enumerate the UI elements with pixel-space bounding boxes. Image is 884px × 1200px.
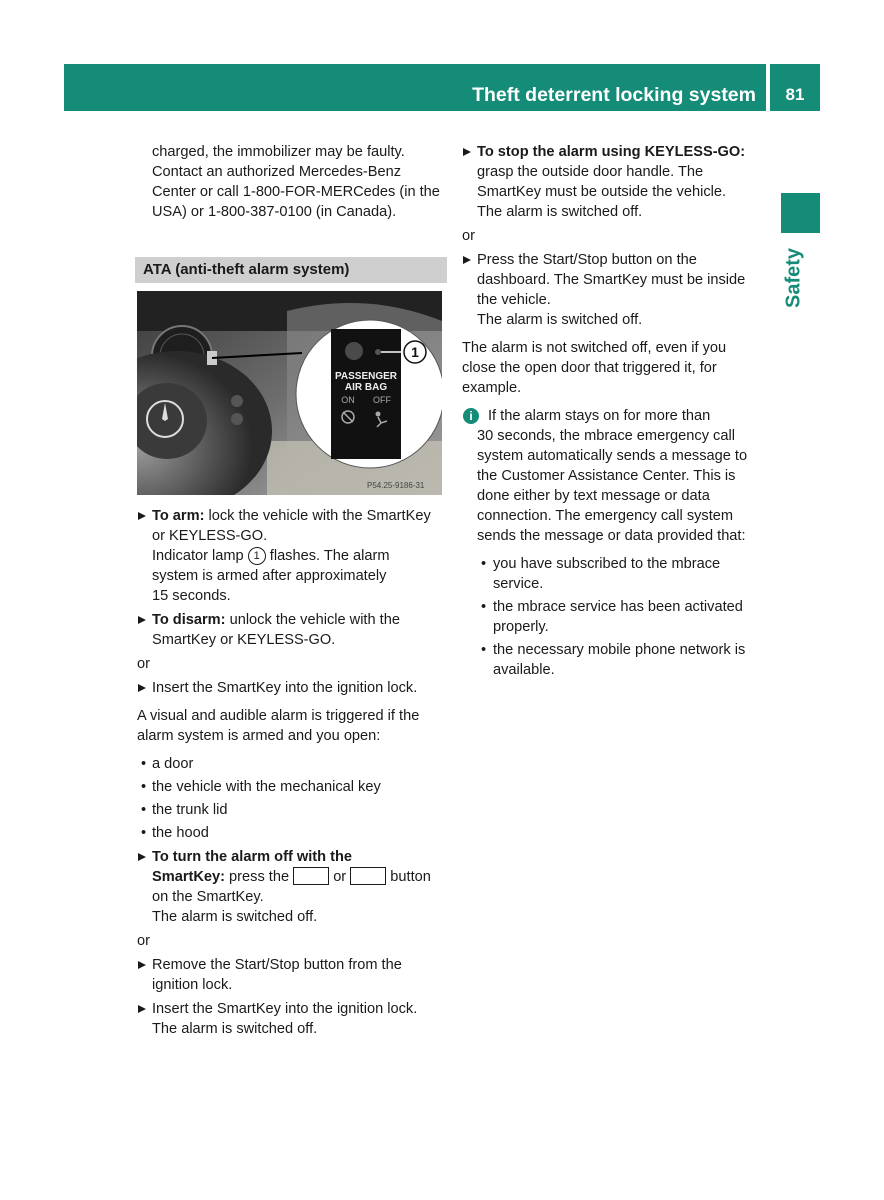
info-icon: i [463,408,479,424]
airbag-off-icon [376,412,381,417]
disarm-text: SmartKey or KEYLESS-GO. [152,632,336,648]
info-text: If the alarm stays on for more than [488,408,711,424]
or-text: or [137,656,150,672]
alarm-text: A visual and audible alarm is triggered if the [137,708,420,724]
header-bar [64,64,766,111]
info-text: 30 seconds, the mbrace emergency call [477,428,735,444]
step-arrow-icon [463,256,471,264]
press-text: dashboard. The SmartKey must be inside [477,272,746,288]
step-arrow-icon [138,616,146,624]
keyless-text: The alarm is switched off. [477,204,643,220]
step-insert [137,678,445,698]
list-item: • the hood [141,825,209,841]
side-tab [780,240,808,315]
side-tab-label: Safety [782,247,805,308]
indicator-text: flashes. The alarm [265,548,390,564]
list-item: • you have subscribed to the mbrace service. [481,556,721,592]
list-item: • the mbrace service has been activated properly. [481,599,743,635]
step-remove [137,955,445,995]
step-arrow-icon [138,684,146,692]
remove-text: ignition lock. [152,977,233,993]
armed-text: 15 seconds. [152,588,231,604]
intro-line: USA) or 1-800-387-0100 (in Canada). [152,204,397,220]
intro-line: Center or call 1-800-FOR-MERCedes (in the [152,184,440,200]
page-number: 81 [785,85,805,104]
step-arrow-icon [138,853,146,861]
page-number-box [770,64,820,111]
not-off-text: The alarm is not switched off, even if you [462,340,727,356]
section-heading [137,257,445,283]
unlock-button-icon [293,867,329,885]
or-text: or [137,933,150,949]
switched-off-text: The alarm is switched off. [152,909,318,925]
info-text: the Customer Assistance Center. This is [477,468,736,484]
step-arrow-icon [138,1005,146,1013]
dashboard-photo [137,291,442,495]
turnoff-label: SmartKey: [152,869,225,885]
turnoff-label: To turn the alarm off with the [152,849,352,865]
photo-label-off: OFF [373,395,391,405]
disarm-text: unlock the vehicle with the [225,612,400,628]
indicator-text: Indicator lamp [152,548,248,564]
info-text: system automatically sends a message to [477,448,748,464]
step-press [462,250,766,330]
info-text: sends the message or data provided that: [477,528,746,544]
list-item: • a door [141,756,194,772]
info-text: done either by text message or data [477,488,710,504]
keyless-text: SmartKey must be outside the vehicle. [477,184,727,200]
lock-button-icon [350,867,386,885]
or-text: or [462,228,475,244]
turnoff-text: on the SmartKey. [152,889,264,905]
side-tab-marker [781,193,820,233]
remove-text: Remove the Start/Stop button from the [152,957,402,973]
step-disarm [137,610,445,650]
page-title: Theft deterrent locking system [472,84,756,106]
press-text: Press the Start/Stop button on the [477,252,697,268]
indicator-callout: 1 [248,547,266,565]
insert-text: Insert the SmartKey into the ignition lock. [152,1001,418,1017]
step-arrow-icon [463,148,471,156]
arm-text: lock the vehicle with the SmartKey [204,508,431,524]
alarm-text: alarm system is armed and you open: [137,728,381,744]
photo-callout: 1 [411,344,419,360]
intro-line: Contact an authorized Mercedes-Benz [152,164,402,180]
intro-line: charged, the immobilizer may be faulty. [152,144,405,160]
step-insert-2 [137,999,445,1039]
step-arm [137,506,445,606]
arm-text: or KEYLESS-GO. [152,528,268,544]
not-off-text: example. [462,380,522,396]
photo-label-airbag: AIR BAG [344,382,388,393]
right-body [462,142,766,680]
not-off-text: close the open door that triggered it, for [462,360,717,376]
press-text: The alarm is switched off. [477,312,643,328]
armed-text: system is armed after approximately [152,568,387,584]
info-text: connection. The emergency call system [477,508,734,524]
section-title: ATA (anti-theft alarm system) [135,257,447,283]
step-arrow-icon [138,961,146,969]
left-body [137,506,445,1039]
press-text: the vehicle. [477,292,551,308]
switched-off-text: The alarm is switched off. [152,1021,318,1037]
step-turn-off: To turn the alarm off with the SmartKey: press the or button on the SmartKey. The alarm is switched off. [137,847,445,927]
list-item: • the necessary mobile phone network is available. [481,642,746,678]
list-item: • the vehicle with the mechanical key [141,779,381,795]
photo-label-on: ON [341,395,355,405]
arm-label: To arm: [152,508,205,524]
insert-text: Insert the SmartKey into the ignition lock. [152,680,418,696]
disarm-label: To disarm: [152,612,226,628]
list-item: • the trunk lid [141,802,228,818]
step-arrow-icon [138,512,146,520]
photo-code: P54.25-9186-31 [367,481,425,490]
step-keyless [462,142,766,222]
left-intro [137,142,445,222]
photo-label-passenger: PASSENGER [334,371,398,382]
keyless-label: To stop the alarm using KEYLESS-GO: [477,144,746,160]
info-note [462,406,766,546]
keyless-text: grasp the outside door handle. The [477,164,704,180]
